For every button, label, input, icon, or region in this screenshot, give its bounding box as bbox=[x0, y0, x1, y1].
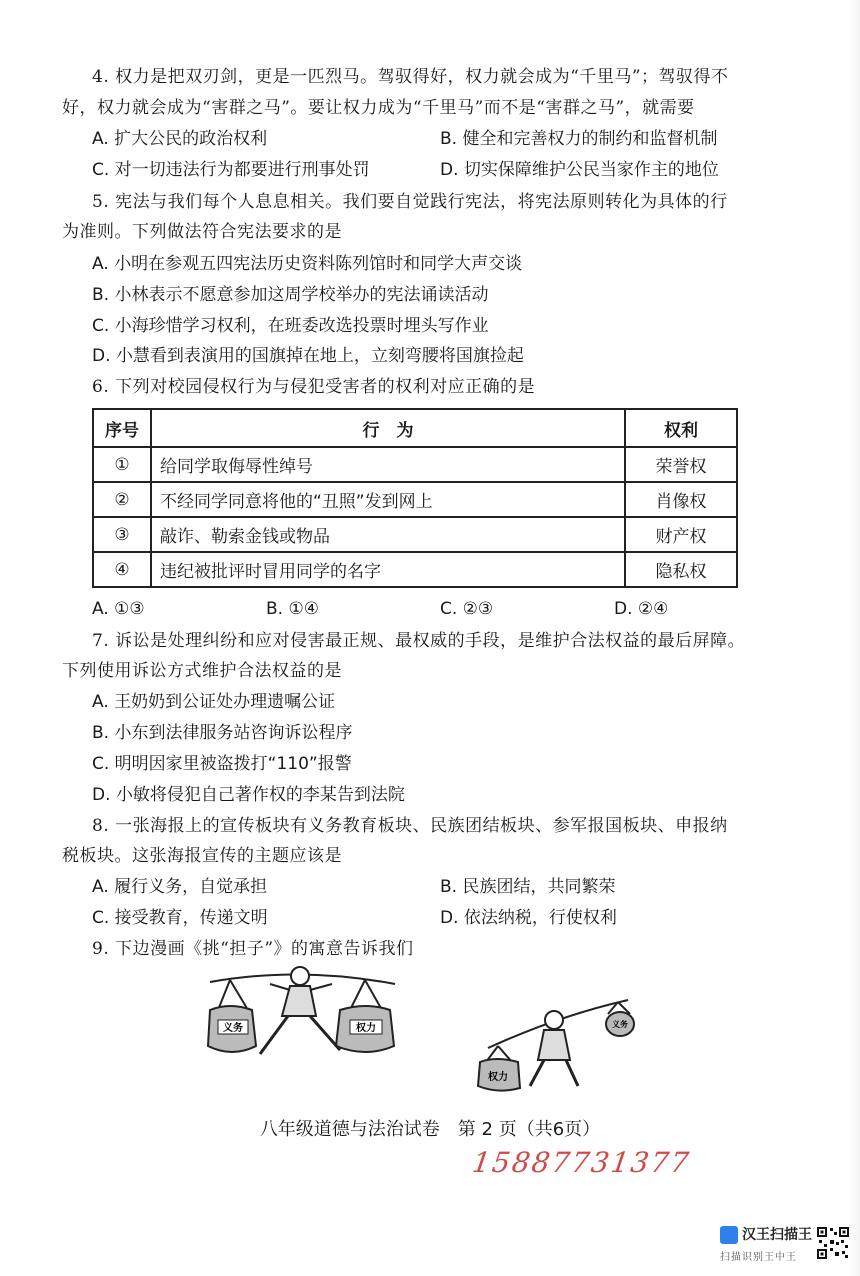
q7-stem-line2: 下列使用诉讼方式维护合法权益的是 bbox=[62, 661, 342, 681]
q8-option-d: D. 依法纳税，行使权利 bbox=[440, 908, 617, 928]
q6-option-d: D. ②④ bbox=[614, 599, 669, 619]
q7-stem-line1: 7. 诉讼是处理纠纷和应对侵害最正规、最权威的手段，是维护合法权益的最后屏障。 bbox=[92, 631, 746, 651]
q6-stem: 6. 下列对校园侵权行为与侵犯受害者的权利对应正确的是 bbox=[92, 377, 536, 397]
handwriting-text: 15887731377 bbox=[470, 1146, 693, 1179]
scanner-brand-name: 汉王扫描王 bbox=[742, 1227, 812, 1243]
row-number: ④ bbox=[93, 552, 151, 587]
q8-option-a: A. 履行义务，自觉承担 bbox=[92, 877, 268, 897]
row-right: 隐私权 bbox=[625, 552, 737, 587]
q5-stem-line2: 为准则。下列做法符合宪法要求的是 bbox=[62, 222, 342, 242]
q7-option-c: C. 明明因家里被盗拨打“110”报警 bbox=[92, 754, 352, 774]
q5-option-d: D. 小慧看到表演用的国旗掉在地上，立刻弯腰将国旗捡起 bbox=[92, 346, 524, 366]
row-behavior: 给同学取侮辱性绰号 bbox=[151, 447, 625, 482]
scanner-brand-tagline: 扫描识别王中王 bbox=[720, 1252, 797, 1263]
q5-option-b: B. 小林表示不愿意参加这周学校举办的宪法诵读活动 bbox=[92, 285, 489, 305]
header-right: 权利 bbox=[625, 409, 737, 447]
cartoon1-left-label: 义务 bbox=[223, 1023, 243, 1034]
q7-option-a: A. 王奶奶到公证处办理遗嘱公证 bbox=[92, 692, 336, 712]
scanner-logo-icon bbox=[720, 1226, 738, 1244]
table-header-row bbox=[93, 409, 737, 447]
handwritten-phone-number bbox=[470, 1138, 693, 1186]
q4-option-d: D. 切实保障维护公民当家作主的地位 bbox=[440, 160, 719, 180]
row-behavior: 违纪被批评时冒用同学的名字 bbox=[151, 552, 625, 587]
row-behavior: 敲诈、勒索金钱或物品 bbox=[151, 517, 625, 552]
handwriting-icon bbox=[470, 1138, 693, 1182]
rights-table bbox=[92, 408, 738, 588]
q4-option-b: B. 健全和完善权力的制约和监督机制 bbox=[440, 129, 718, 149]
row-right: 财产权 bbox=[625, 517, 737, 552]
q4-option-c: C. 对一切违法行为都要进行刑事处罚 bbox=[92, 160, 370, 180]
row-right: 荣誉权 bbox=[625, 447, 737, 482]
q9-stem: 9. 下边漫画《挑“担子”》的寓意告诉我们 bbox=[92, 939, 414, 959]
row-right: 肖像权 bbox=[625, 482, 737, 517]
q8-stem-line1: 8. 一张海报上的宣传板块有义务教育板块、民族团结板块、参军报国板块、申报纳 bbox=[92, 816, 728, 836]
q4-option-a: A. 扩大公民的政治权利 bbox=[92, 129, 268, 149]
q4-stem-line2: 好，权力就会成为“害群之马”。要让权力成为“千里马”而不是“害群之马”，就需要 bbox=[62, 98, 695, 118]
q4-stem-line1: 4. 权力是把双刃剑，更是一匹烈马。驾驭得好，权力就会成为“千里马”；驾驭得不 bbox=[92, 67, 729, 87]
q5-option-a: A. 小明在参观五四宪法历史资料陈列馆时和同学大声交谈 bbox=[92, 254, 523, 274]
qr-code-icon bbox=[816, 1226, 850, 1260]
q7-option-b: B. 小东到法律服务站咨询诉讼程序 bbox=[92, 723, 353, 743]
row-behavior: 不经同学同意将他的“丑照”发到网上 bbox=[151, 482, 625, 517]
cartoon-balanced-carrier bbox=[190, 962, 410, 1066]
cartoon2-high-label: 义务 bbox=[612, 1020, 628, 1029]
q7-option-d: D. 小敏将侵犯自己著作权的李某告到法院 bbox=[92, 785, 405, 805]
row-number: ① bbox=[93, 447, 151, 482]
q8-option-b: B. 民族团结，共同繁荣 bbox=[440, 877, 616, 897]
q8-stem-line2: 税板块。这张海报宣传的主题应该是 bbox=[62, 846, 342, 866]
row-number: ③ bbox=[93, 517, 151, 552]
scan-edge-shadow bbox=[848, 0, 860, 1276]
page-footer: 八年级道德与法治试卷 第 2 页（共6页） bbox=[259, 1119, 601, 1140]
cartoon1-right-label: 权力 bbox=[356, 1023, 376, 1034]
header-behavior: 行 为 bbox=[151, 409, 625, 447]
q6-option-b: B. ①④ bbox=[266, 599, 319, 619]
header-number: 序号 bbox=[93, 409, 151, 447]
table-row bbox=[93, 517, 737, 552]
table-row bbox=[93, 552, 737, 587]
q8-option-c: C. 接受教育，传递文明 bbox=[92, 908, 268, 928]
cartoon-unbalanced-carrier bbox=[468, 986, 648, 1092]
q6-option-c: C. ②③ bbox=[440, 599, 494, 619]
cartoon2-low-label: 权力 bbox=[488, 1072, 508, 1083]
q6-option-a: A. ①③ bbox=[92, 599, 145, 619]
table-row bbox=[93, 482, 737, 517]
q5-option-c: C. 小海珍惜学习权利，在班委改选投票时埋头写作业 bbox=[92, 316, 489, 336]
table-row bbox=[93, 447, 737, 482]
q5-stem-line1: 5. 宪法与我们每个人息息相关。我们要自觉践行宪法，将宪法原则转化为具体的行 bbox=[92, 192, 728, 212]
row-number: ② bbox=[93, 482, 151, 517]
